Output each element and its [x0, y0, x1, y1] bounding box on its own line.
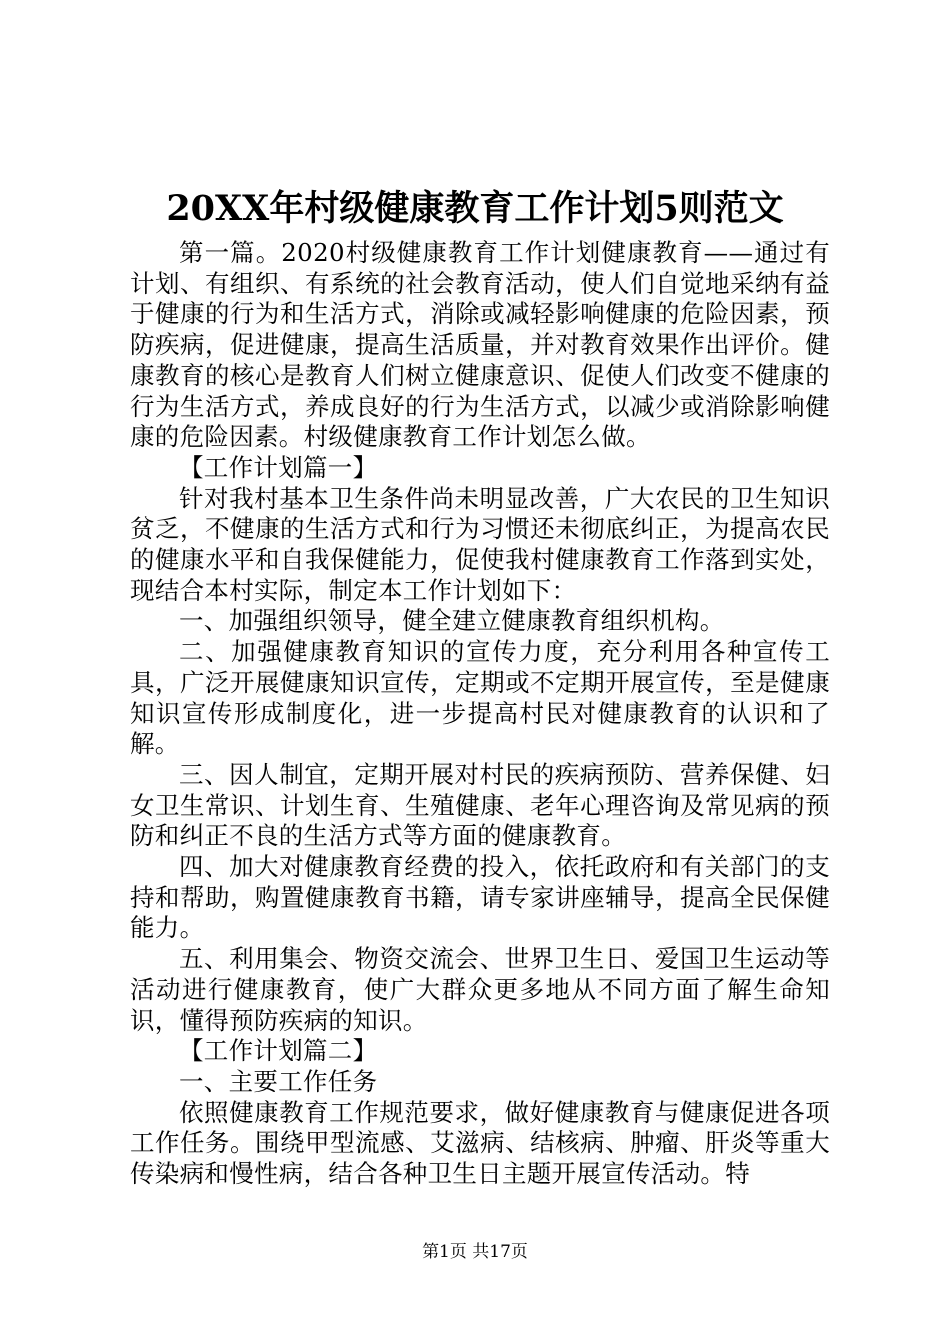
paragraph-item-5: 五、利用集会、物资交流会、世界卫生日、爱国卫生运动等活动进行健康教育，使广大群众更多地从不同方面了解生命知识，懂得预防疾病的知识。 [130, 944, 830, 1035]
section-heading-plan-1: 【工作计划篇一】 [179, 452, 378, 482]
section-heading-plan-2: 【工作计划篇二】 [179, 1036, 378, 1066]
paragraph-item-3: 三、因人制宜，定期开展对村民的疾病预防、营养保健、妇女卫生常识、计划生育、生殖健康、老年心理咨询及常见病的预防和纠正不良的生活方式等方面的健康教育。 [130, 759, 830, 851]
paragraph-plan-1-intro: 针对我村基本卫生条件尚未明显改善，广大农民的卫生知识贫乏，不健康的生活方式和行为习惯还未彻底纠正，为提高农民的健康水平和自我保健能力，促使我村健康教育工作落到实处，现结合本村实际，制定本工作计划如下： [130, 483, 830, 605]
paragraph-item-1: 一、加强组织领导，健全建立健康教育组织机构。 [179, 606, 725, 636]
document-title: 20XX年村级健康教育工作计划5则范文 [166, 188, 784, 229]
subheading-main-tasks: 一、主要工作任务 [179, 1066, 378, 1096]
paragraph-item-2: 二、加强健康教育知识的宣传力度，充分利用各种宣传工具，广泛开展健康知识宣传，定期或不定期开展宣传，至是健康知识宣传形成制度化，进一步提高村民对健康教育的认识和了解。 [130, 637, 830, 759]
page-footer: 第1页 共17页 [422, 1242, 528, 1262]
document-body [130, 238, 830, 1190]
paragraph-main-tasks: 依照健康教育工作规范要求，做好健康教育与健康促进各项工作任务。围绕甲型流感、艾滋病、结核病、肿瘤、肝炎等重大传染病和慢性病，结合各种卫生日主题开展宣传活动。特 [130, 1097, 830, 1189]
paragraph-intro: 第一篇。2020村级健康教育工作计划健康教育——通过有计划、有组织、有系统的社会教育活动，使人们自觉地采纳有益于健康的行为和生活方式，消除或减轻影响健康的危险因素，预防疾病，促进健康，提高生活质量，并对教育效果作出评价。健康教育的核心是教育人们树立健康意识、促使人们改变不健康的行为生活方式，养成良好的行为生活方式，以减少或消除影响健康的危险因素。村级健康教育工作计划怎么做。 [130, 238, 830, 452]
paragraph-item-4: 四、加大对健康教育经费的投入，依托政府和有关部门的支持和帮助，购置健康教育书籍，请专家讲座辅导，提高全民保健能力。 [130, 852, 830, 943]
